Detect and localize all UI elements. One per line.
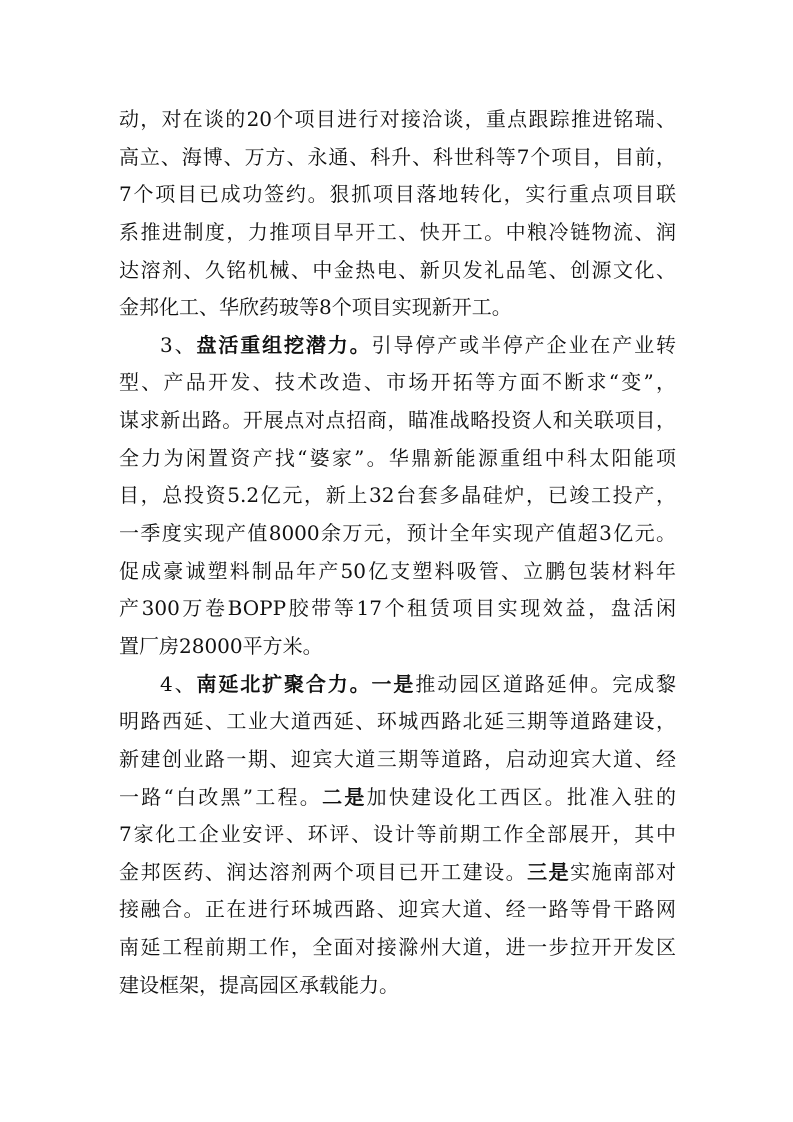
text-line	[119, 101, 676, 139]
text-line	[119, 666, 676, 704]
text-segment: 产300万卷BOPP胶带等17个租赁项目实现效益，盘活闲	[119, 596, 676, 621]
bold-text: 三是	[527, 859, 571, 884]
text-segment: 达溶剂、久铭机械、中金热电、新贝发礼品笔、创源文化、	[119, 257, 676, 282]
text-segment: 南延工程前期工作，全面对接滁州大道，进一步拉开开发区	[119, 935, 676, 960]
text-line	[119, 440, 676, 478]
text-segment: 明路西延、工业大道西延、环城西路北延三期等道路建设，	[119, 709, 676, 734]
text-segment: 置厂房28000平方米。	[119, 633, 323, 658]
text-segment: 型、产品开发、技术改造、市场开拓等方面不断求“变”，	[119, 370, 676, 395]
bold-text: 南延北扩聚合力。一是	[196, 671, 416, 696]
text-line	[119, 929, 676, 967]
bold-text: 二是	[322, 784, 367, 809]
text-line	[119, 741, 676, 779]
text-segment: 动，对在谈的20个项目进行对接洽谈，重点跟踪推进铭瑞、	[119, 107, 676, 131]
text-segment: 目，总投资5.2亿元，新上32台套多晶硅炉，已竣工投产，	[119, 483, 676, 508]
text-line	[119, 854, 676, 892]
text-line	[119, 214, 676, 252]
text-line	[119, 364, 676, 402]
text-segment: 谋求新出路。开展点对点招商，瞄准战略投资人和关联项目，	[119, 408, 676, 433]
text-line	[119, 176, 676, 214]
paragraph	[119, 101, 676, 327]
text-segment: 4、	[160, 671, 197, 696]
text-line	[119, 703, 676, 741]
text-line	[119, 515, 676, 553]
text-segment: 引导停产或半停产企业在产业转	[371, 332, 677, 357]
text-segment: 7家化工企业安评、环评、设计等前期工作全部展开，其中	[119, 822, 676, 847]
text-line	[119, 289, 676, 327]
bold-text: 盘活重组挖潜力。	[196, 332, 372, 357]
text-segment: 一路“白改黑”工程。	[119, 784, 323, 809]
text-segment: 金邦医药、润达溶剂两个项目已开工建设。	[119, 859, 528, 884]
text-line	[119, 590, 676, 628]
text-segment: 新建创业路一期、迎宾大道三期等道路，启动迎宾大道、经	[119, 746, 676, 771]
text-line	[119, 816, 676, 854]
text-line	[119, 967, 676, 1005]
text-segment: 建设框架，提高园区承载能力。	[119, 972, 399, 997]
text-segment: 加快建设化工西区。批准入驻的	[366, 784, 677, 809]
text-segment: 高立、海博、万方、永通、科升、科世科等7个项目，目前，	[119, 144, 676, 169]
paragraph	[119, 666, 676, 1005]
text-line	[119, 477, 676, 515]
text-line	[119, 891, 676, 929]
text-line	[119, 553, 676, 591]
text-segment: 全力为闲置资产找“婆家”。华鼎新能源重组中科太阳能项	[119, 445, 676, 470]
paragraph	[119, 327, 676, 666]
text-segment: 实施南部对	[570, 859, 677, 884]
text-segment: 促成豪诚塑料制品年产50亿支塑料吸管、立鹏包装材料年	[119, 558, 676, 583]
text-line	[119, 139, 676, 177]
document-page	[119, 101, 676, 1004]
text-line	[119, 327, 676, 365]
text-line	[119, 252, 676, 290]
text-segment: 3、	[160, 332, 197, 357]
text-segment: 金邦化工、华欣药玻等8个项目实现新开工。	[119, 295, 512, 320]
text-line	[119, 628, 676, 666]
text-segment: 系推进制度，力推项目早开工、快开工。中粮冷链物流、润	[119, 219, 676, 244]
text-line	[119, 402, 676, 440]
text-segment: 一季度实现产值8000余万元，预计全年实现产值超3亿元。	[119, 521, 676, 546]
text-line	[119, 779, 676, 817]
text-segment: 推动园区道路延伸。完成黎	[415, 671, 677, 696]
text-segment: 7个项目已成功签约。狠抓项目落地转化，实行重点项目联	[119, 182, 676, 207]
text-segment: 接融合。正在进行环城西路、迎宾大道、经一路等骨干路网	[119, 897, 676, 922]
